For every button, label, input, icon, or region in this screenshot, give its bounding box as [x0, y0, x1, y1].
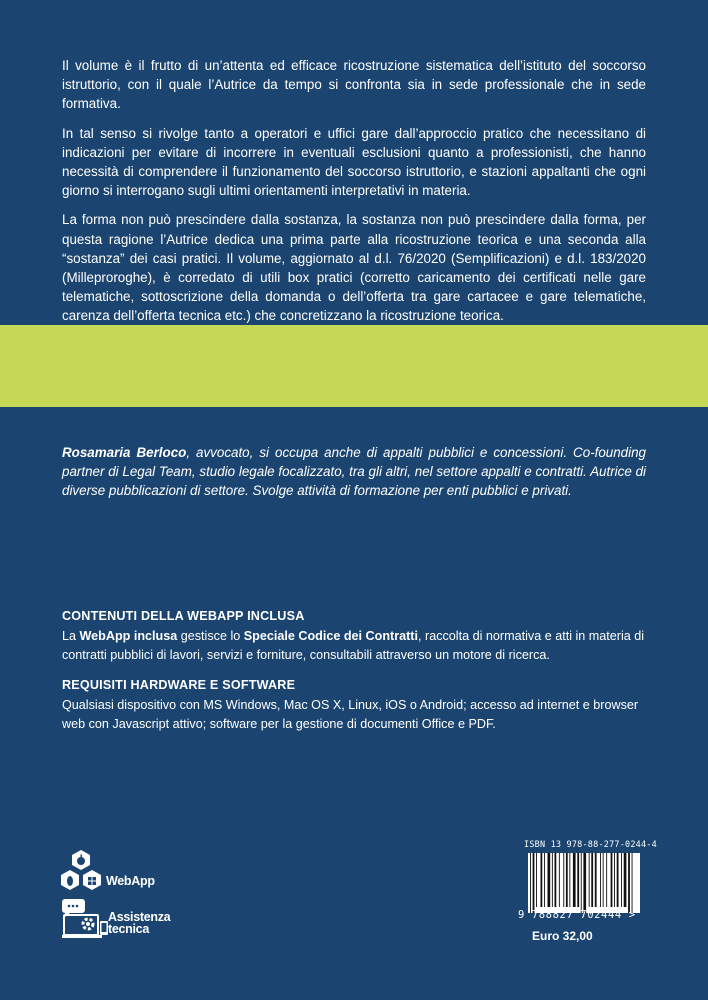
webapp-logo: [60, 850, 170, 894]
webapp-text-2: gestisce lo: [177, 629, 244, 643]
requirements-section: [62, 678, 646, 733]
assistance-logo-label-1: Assistenza: [108, 910, 171, 924]
assistance-logo: [60, 897, 170, 941]
webapp-logo-label: WebApp: [106, 874, 155, 888]
barcode: [528, 853, 640, 913]
accent-band: [0, 325, 708, 407]
requirements-heading: REQUISITI HARDWARE E SOFTWARE: [62, 678, 296, 692]
author-bio-text: , avvocato, si occupa anche di appalti pubblici e concessioni. Co-founding partner di Legal Team, studio legale focalizzato, tra gli altri, nel settore appalti e contratti. Autrice di diverse pubblicazioni di settore. Svolge attività di formazione per enti pubblici e privati.: [62, 445, 646, 499]
webapp-bold-1: WebApp inclusa: [79, 629, 178, 643]
back-cover-blurb: [62, 56, 646, 336]
barcode-digits: 9 788827 702444 >: [518, 909, 636, 921]
blurb-paragraph-3: La forma non può prescindere dalla sostanza, la sostanza non può prescindere dalla forma, per questa ragione l’Autrice dedica una prima parte alla ricostruzione teorica e una seconda alla “sostanza” dei casi pratici. Il volume, aggiornato al d.l. 76/2020 (Semplificazioni) e d.l. 183/2020 (Milleproroghe), è corredato di utili box pratici (corretto caricamento dei certificati nelle gare telematiche, sottoscrizione della domanda o dell’offerta tra gare cartacee e gare telematiche, carenza dell’offerta tecnica etc.) che concretizzano la ricostruzione teorica.: [62, 212, 646, 324]
assistance-logo-label-2: tecnica: [108, 922, 149, 936]
webapp-contents-heading: CONTENUTI DELLA WEBAPP INCLUSA: [62, 609, 305, 623]
author-bio: [62, 443, 646, 501]
webapp-text-1: La: [62, 629, 80, 643]
webapp-bold-2: Speciale Codice dei Contratti: [243, 629, 419, 643]
webapp-platforms-icon: [60, 850, 110, 894]
webapp-contents-section: [62, 609, 646, 664]
author-name: Rosamaria Berloco: [62, 445, 187, 460]
webapp-contents-text: [62, 627, 646, 664]
blurb-paragraph-2: In tal senso si rivolge tanto a operatori e uffici gare dall’approccio pratico che necessitano di indicazioni per evitare di incorrere in eventuali esclusioni quanto a professionisti, che hanno necessità di comprendere il funzionamento del soccorso istruttorio, e stazioni appaltanti che ogni giorno si interrogano sugli ultimi orientamenti interpretativi in materia.: [62, 125, 646, 199]
price: Euro 32,00: [532, 929, 593, 943]
webapp-text-3: , raccolta di normativa e atti in materia di contratti pubblici di lavori, servizi e forniture, consultabili attraverso un motore di ricerca.: [62, 629, 645, 662]
isbn-label: ISBN 13 978-88-277-0244-4: [524, 840, 657, 850]
requirements-text: Qualsiasi dispositivo con MS Windows, Mac OS X, Linux, iOS o Android; accesso ad internet e browser web con Javascript attivo; software per la gestione di documenti Office e PDF.: [62, 698, 639, 731]
support-icon: [60, 897, 110, 941]
blurb-paragraph-1: Il volume è il frutto di un’attenta ed efficace ricostruzione sistematica dell’istituto del soccorso istruttorio, con il quale l’Autrice da tempo si confronta sia in sede professionale che in sede formativa.: [62, 58, 646, 112]
